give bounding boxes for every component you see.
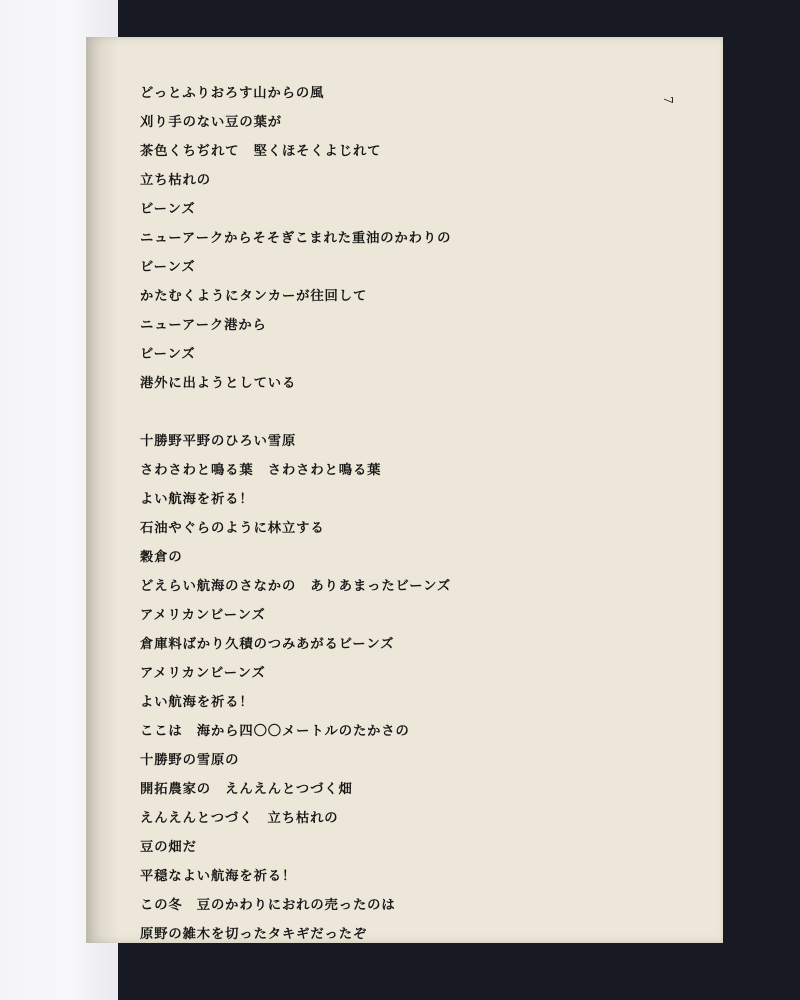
poem-line: アメリカンビーンズ xyxy=(140,608,266,623)
poem-line: 開拓農家の えんえんとつづく畑 xyxy=(140,782,353,797)
poem-line: ここは 海から四〇〇メートルのたかさの xyxy=(140,724,410,739)
poem-line: 平穏なよい航海を祈る！ xyxy=(140,869,297,884)
poem-line: どっとふりおろす山からの風 xyxy=(140,86,325,101)
poem-line: 刈り手のない豆の葉が xyxy=(140,115,282,130)
poem-line: 十勝野平野のひろい雪原 xyxy=(140,434,297,449)
poem-line: 石油やぐらのように林立する xyxy=(140,521,325,536)
poem-line: 倉庫料ばかり久積のつみあがるビーンズ xyxy=(140,637,395,652)
poem-line: ビーンズ xyxy=(140,202,196,217)
poem-line: 立ち枯れの xyxy=(140,173,211,188)
poem-line: 豆の畑だ xyxy=(140,840,197,855)
poem-line: どえらい航海のさなかの ありあまったビーンズ xyxy=(140,579,452,594)
page-gutter-shadow xyxy=(86,37,118,943)
poem-line: ニューアーク港から xyxy=(140,318,267,333)
poem-line: さわさわと鳴る葉 さわさわと鳴る葉 xyxy=(140,463,382,478)
poem-line: この冬 豆のかわりにおれの売ったのは xyxy=(140,898,396,913)
poem-line: えんえんとつづく 立ち枯れの xyxy=(140,811,339,826)
poem-line: ビーンズ xyxy=(140,347,196,362)
page-number: 7 xyxy=(660,96,675,104)
poem-line: 十勝野の雪原の xyxy=(140,753,240,768)
poem-line: よい航海を祈る！ xyxy=(140,695,254,710)
poem-line: よい航海を祈る！ xyxy=(140,492,254,507)
poem-line: 穀倉の xyxy=(140,550,183,565)
poem-line: ニューアークからそそぎこまれた重油のかわりの xyxy=(140,231,452,246)
poem-line: かたむくようにタンカーが往回して xyxy=(140,289,368,304)
poem-line: アメリカンビーンズ xyxy=(140,666,266,681)
poem-line: ビーンズ xyxy=(140,260,196,275)
poem-line: 原野の雑木を切ったタキギだったぞ xyxy=(140,927,368,942)
poem-line: 茶色くちぢれて 堅くほそくよじれて xyxy=(140,144,382,159)
poem-line: 港外に出ようとしている xyxy=(140,376,297,391)
